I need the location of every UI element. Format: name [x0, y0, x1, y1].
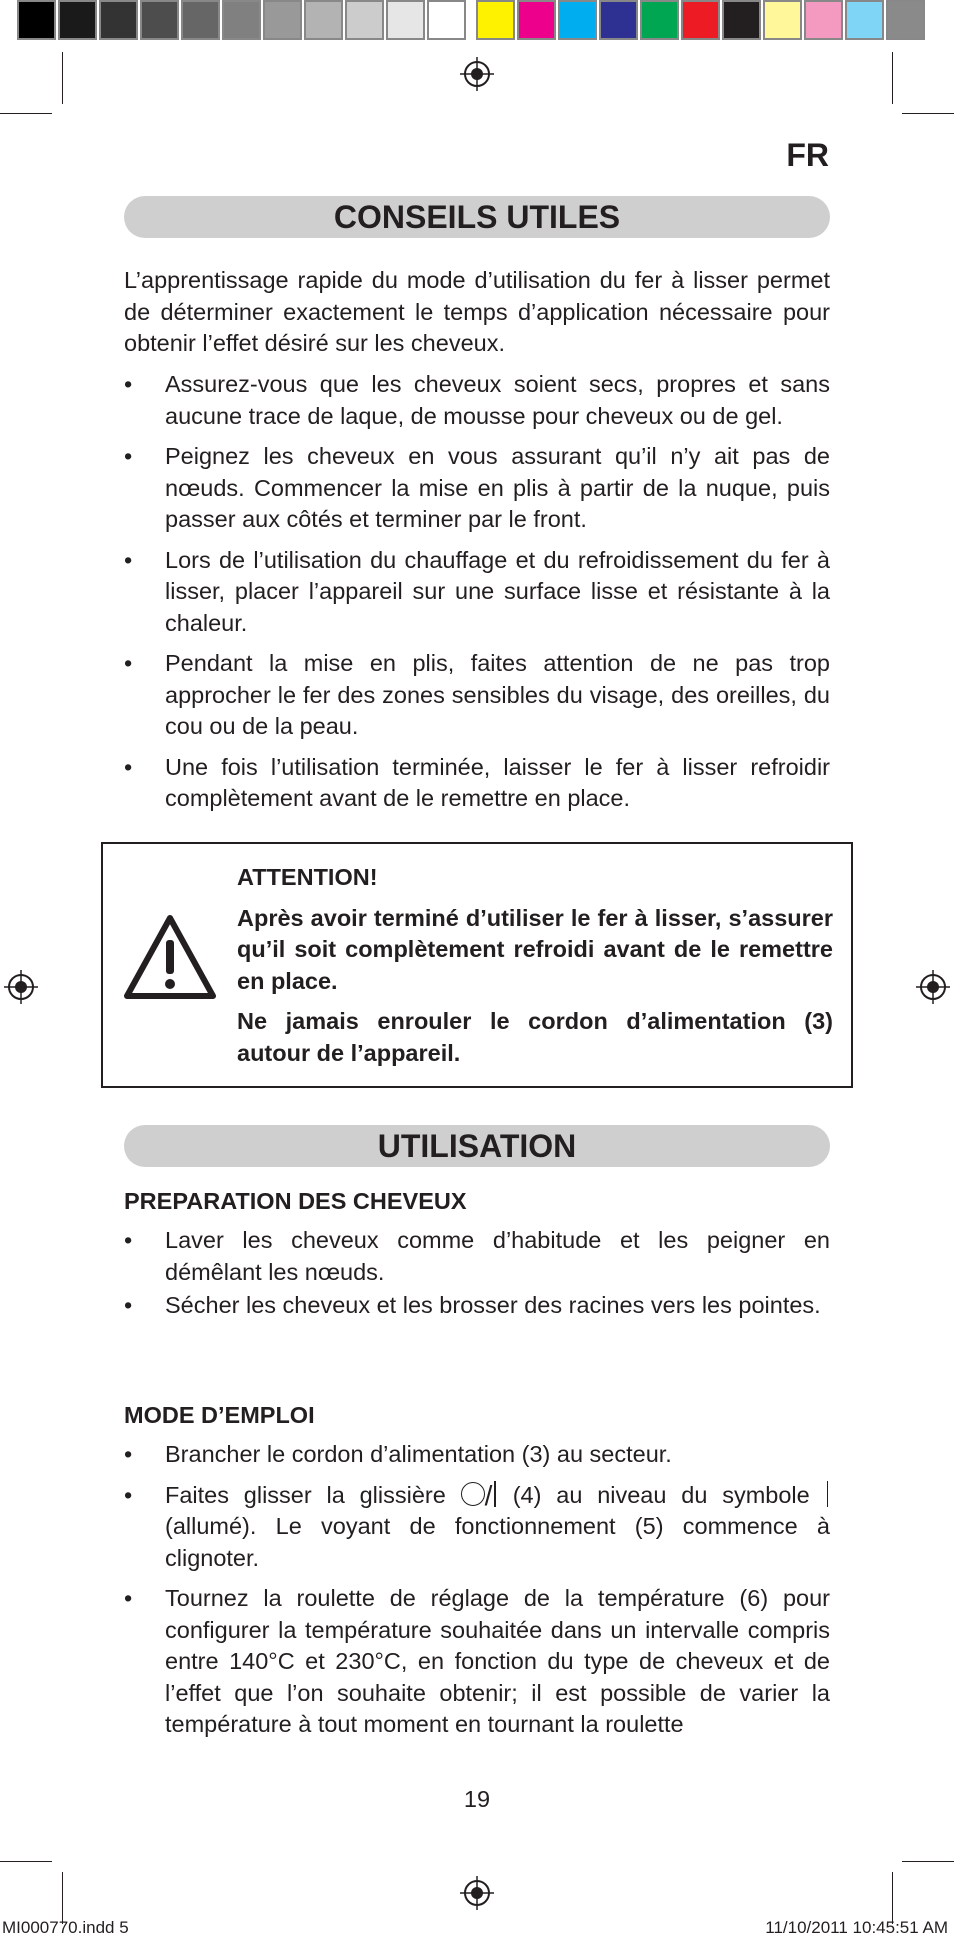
preparation-bullet-list	[124, 1225, 830, 1324]
list-item: • Lors de l’utilisation du chauffage et du refroidissement du fer à lisser, placer l’appareil sur une surface lisse et résistante à la chaleur.	[124, 545, 830, 640]
crop-mark	[62, 1872, 63, 1924]
list-item: • Laver les cheveux comme d’habitude et les peigner en démêlant les nœuds.	[124, 1225, 830, 1288]
registration-mark-icon	[916, 970, 950, 1004]
color-swatch	[599, 0, 638, 40]
color-swatch	[681, 0, 720, 40]
subheading-preparation: PREPARATION DES CHEVEUX	[124, 1188, 467, 1214]
color-swatch	[386, 0, 425, 40]
power-off-symbol-icon	[461, 1482, 485, 1506]
color-swatch	[222, 0, 261, 40]
conseils-bullet-list	[124, 369, 830, 824]
language-code: FR	[786, 137, 829, 173]
list-item: • Une fois l’utilisation terminée, laisser le fer à lisser refroidir complètement avant de le remettre en place.	[124, 752, 830, 815]
color-swatch	[476, 0, 515, 40]
slug-filename: MI000770.indd 5	[2, 1918, 129, 1937]
conseils-intro: L’apprentissage rapide du mode d’utilisation du fer à lisser permet de déterminer exactement le temps d’application nécessaire pour obtenir l’effet désiré sur les cheveux.	[124, 267, 830, 356]
color-swatch	[517, 0, 556, 40]
list-item-text: (allumé). Le voyant de fonctionnement (5) commence à clignoter.	[165, 1513, 830, 1571]
mode-emploi-bullet-list	[124, 1439, 830, 1750]
list-item: • Brancher le cordon d’alimentation (3) au secteur.	[124, 1439, 830, 1471]
power-on-symbol-icon	[494, 1481, 496, 1507]
crop-mark	[0, 1861, 52, 1862]
registration-mark-icon	[460, 57, 494, 91]
warning-paragraph: Après avoir terminé d’utiliser le fer à lisser, s’assurer qu’il soit complètement refroidi avant de le remettre en place.	[237, 904, 833, 994]
color-swatch	[722, 0, 761, 40]
warning-box	[101, 842, 853, 1088]
crop-mark	[62, 52, 63, 104]
list-item-text: Faites glisser la glissière	[165, 1481, 446, 1508]
list-item: • Tournez la roulette de réglage de la température (6) pour configurer la température souhaitée dans un intervalle compris entre 140°C et 230°C, en fonction du type de cheveux et de l’effet que l’on souhaite obtenir; il est possible de varier la température à tout moment en tournant la roulette	[124, 1583, 830, 1741]
color-swatch	[845, 0, 884, 40]
crop-mark	[892, 1872, 893, 1924]
list-item: • Assurez-vous que les cheveux soient secs, propres et sans aucune trace de laque, de mousse pour cheveux ou de gel.	[124, 369, 830, 432]
crop-mark	[892, 52, 893, 104]
warning-triangle-icon	[123, 914, 217, 1000]
slug-timestamp: 11/10/2011 10:45:51 AM	[765, 1918, 948, 1937]
color-swatch	[558, 0, 597, 40]
crop-mark	[902, 113, 954, 114]
color-swatch	[17, 0, 56, 40]
swatch-gap	[468, 0, 476, 44]
color-swatch	[640, 0, 679, 40]
list-item: • Pendant la mise en plis, faites attention de ne pas trop approcher le fer des zones sensibles du visage, des oreilles, du cou ou de la peau.	[124, 648, 830, 743]
warning-heading: ATTENTION!	[237, 864, 378, 890]
color-swatch	[886, 0, 925, 40]
registration-mark-icon	[460, 1876, 494, 1910]
slash-symbol-icon: /	[484, 1479, 493, 1511]
color-calibration-bar	[17, 0, 927, 44]
color-swatch	[304, 0, 343, 40]
page-number: 19	[463, 1786, 491, 1812]
color-swatch	[763, 0, 802, 40]
color-swatch	[140, 0, 179, 40]
registration-mark-icon	[4, 970, 38, 1004]
list-item	[124, 1480, 830, 1575]
section-header-utilisation: UTILISATION	[124, 1125, 830, 1167]
power-on-symbol-icon	[827, 1481, 829, 1507]
list-item-text: (4) au niveau du symbole	[512, 1481, 810, 1508]
crop-mark	[902, 1861, 954, 1862]
color-swatch	[181, 0, 220, 40]
color-swatch	[99, 0, 138, 40]
warning-paragraph: Ne jamais enrouler le cordon d’alimentation (3) autour de l’appareil.	[237, 1008, 833, 1066]
color-swatch	[345, 0, 384, 40]
list-item: • Peignez les cheveux en vous assurant qu’il n’y ait pas de nœuds. Commencer la mise en plis à partir de la nuque, puis passer aux côtés et terminer par le front.	[124, 441, 830, 536]
section-header-conseils: CONSEILS UTILES	[124, 196, 830, 238]
warning-text	[237, 862, 833, 1078]
color-swatch	[804, 0, 843, 40]
subheading-mode-emploi: MODE D’EMPLOI	[124, 1402, 315, 1428]
color-swatch	[427, 0, 466, 40]
color-swatch	[58, 0, 97, 40]
list-item: • Sécher les cheveux et les brosser des racines vers les pointes.	[124, 1290, 830, 1322]
color-swatch	[263, 0, 302, 40]
crop-mark	[0, 113, 52, 114]
